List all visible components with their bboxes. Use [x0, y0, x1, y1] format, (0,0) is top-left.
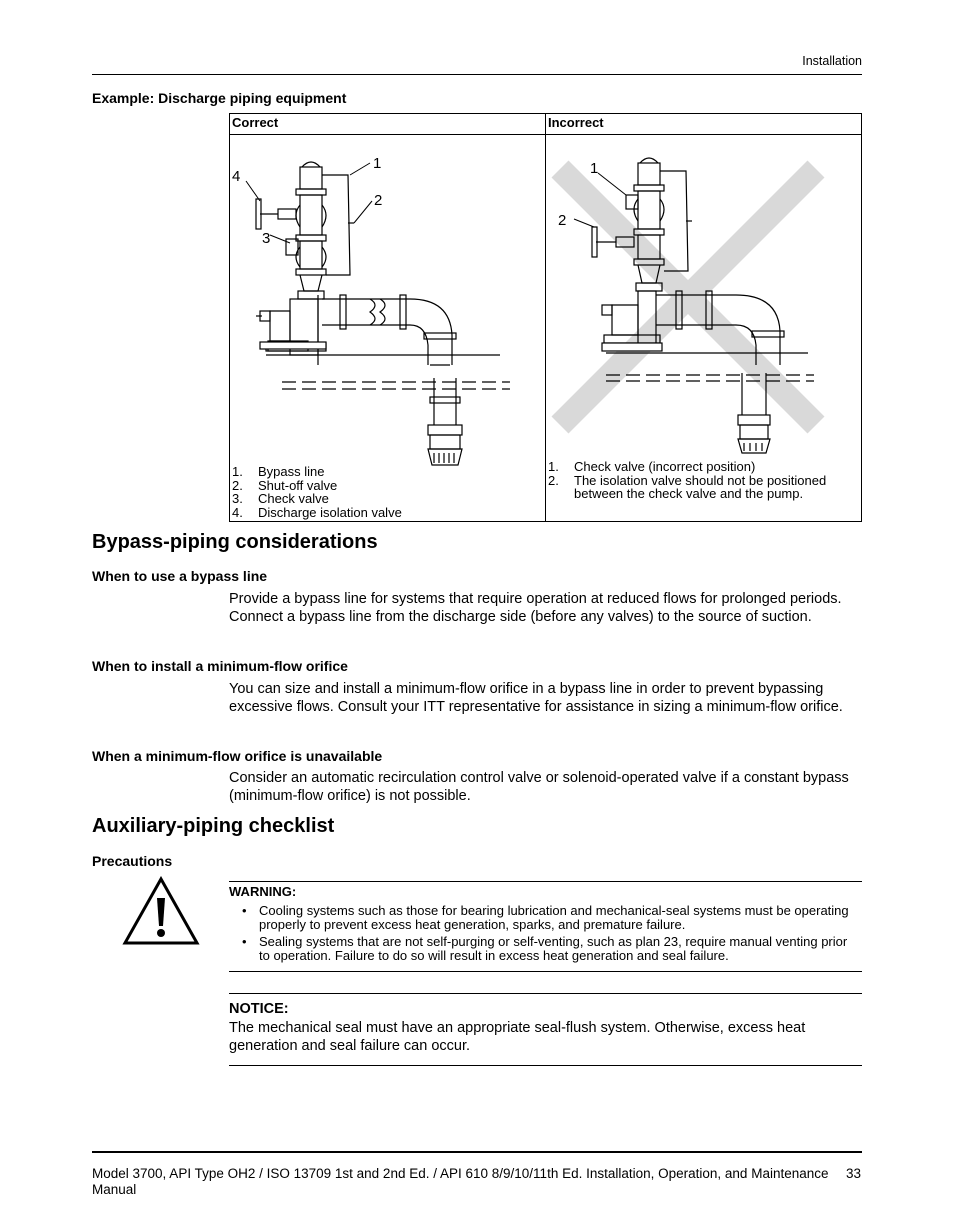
callout-2: 2 [558, 212, 567, 229]
legend-item: 2. Shut-off valve [232, 477, 338, 493]
section-text: You can size and install a minimum-flow orifice in a bypass line in order to prevent bypassing excessive flows. Consult your ITT representative for assistance in sizing a minimum-flow orifice. [229, 681, 843, 715]
header-rule [92, 74, 862, 75]
warning-item: • Cooling systems such as those for bearing lubrication and mechanical-seal systems must be operating properly to prevent excess heat generation, sparks, and premature failure. [242, 903, 849, 932]
bypass-heading: Bypass-piping considerations [92, 531, 378, 553]
callout-4: 4 [232, 168, 241, 185]
legend-item: 2. The isolation valve should not be positioned between the check valve and the pump. [548, 472, 827, 501]
section-text: Consider an automatic recirculation control valve or solenoid-operated valve if a constant bypass (minimum-flow orifice) is not possible. [229, 770, 849, 804]
warning-item: • Sealing systems that are not self-purging or self-venting, such as plan 23, require manual venting prior to operation. Failure to do so will result in excess heat generation and seal failure. [242, 934, 848, 963]
legend-item: 4. Discharge isolation valve [232, 504, 402, 520]
notice-top-rule [229, 993, 862, 994]
warning-label: WARNING: [229, 884, 297, 899]
callout-1: 1 [373, 155, 382, 172]
section-text: Provide a bypass line for systems that require operation at reduced flows for prolonged periods. Connect a bypass line from the discharge side (before any valves) to the source of suction. [229, 591, 842, 625]
legend-item: 1. Bypass line [232, 464, 325, 479]
auxiliary-heading: Auxiliary-piping checklist [92, 815, 335, 837]
correct-heading: Correct [230, 114, 546, 135]
correct-legend [232, 465, 402, 519]
warning-bottom-rule [229, 971, 862, 972]
section-title: When a minimum-flow orifice is unavailable [92, 748, 383, 764]
precautions-title: Precautions [92, 853, 173, 869]
correct-cell [230, 135, 546, 522]
warning-top-rule [229, 881, 862, 882]
notice-bottom-rule [229, 1065, 862, 1066]
callout-3: 3 [262, 230, 271, 247]
legend-item: 1. Check valve (incorrect position) [548, 459, 756, 474]
incorrect-heading: Incorrect [546, 114, 862, 135]
callout-1: 1 [590, 160, 599, 177]
incorrect-cross-icon [560, 169, 816, 425]
section-title: When to use a bypass line [92, 568, 268, 584]
legend-item: 3. Check valve [232, 491, 329, 506]
section-title: When to install a minimum-flow orifice [92, 658, 348, 674]
incorrect-legend [548, 460, 848, 501]
notice-label: NOTICE: [229, 1001, 289, 1017]
warning-triangle-icon [122, 876, 200, 946]
figure-title: Example: Discharge piping equipment [92, 90, 347, 106]
figure-table [229, 113, 862, 522]
footer-rule [92, 1151, 862, 1153]
footer-text: Model 3700, API Type OH2 / ISO 13709 1st and 2nd Ed. / API 610 8/9/10/11th Ed. Installation, Operation, and Maintenance Manual [92, 1166, 829, 1197]
running-header: Installation [802, 54, 862, 68]
incorrect-cell [546, 135, 862, 522]
page-number: 33 [845, 1166, 861, 1181]
callout-2: 2 [374, 192, 383, 209]
notice-text: The mechanical seal must have an appropriate seal-flush system. Otherwise, excess heat generation and seal failure can occur. [229, 1020, 806, 1054]
